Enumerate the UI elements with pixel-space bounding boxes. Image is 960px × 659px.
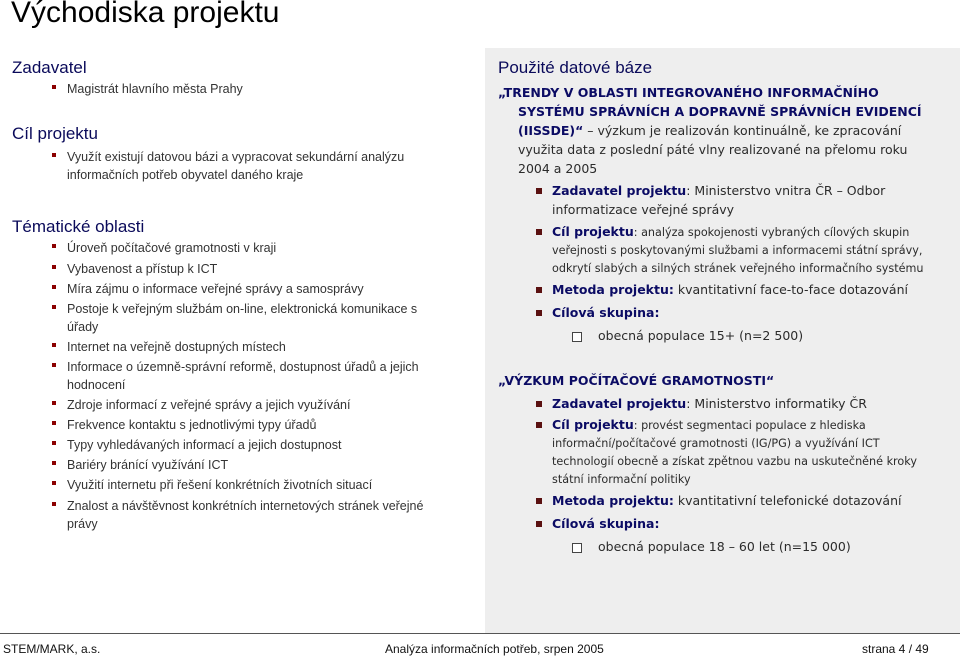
trendy-line3: [518, 121, 901, 140]
bullet-icon: [536, 422, 542, 428]
vyzkum-metoda: [552, 491, 901, 510]
bullet-icon: [536, 521, 542, 527]
cil-heading: Cíl projektu: [12, 124, 98, 143]
trendy-skupina-value: obecná populace 15+ (n=2 500): [598, 328, 804, 343]
trendy-desc-line3: – výzkum je realizován kontinuálně, ke zpracování: [583, 123, 902, 138]
oblast-item: Frekvence kontaktu s jednotlivými typy úřadů: [67, 418, 317, 432]
vyzkum-cil-cont: informační/počítačové gramotnosti (IG/PG) a využívání ICT: [552, 437, 880, 450]
bullet-icon: [536, 287, 542, 293]
oblast-item: Využití internetu při řešení konkrétních životních situací: [67, 478, 373, 492]
bullet-icon: [536, 229, 542, 235]
vyzkum-cil-cont: státní informační politiky: [552, 473, 691, 486]
oblast-item: Znalost a návštěvnost konkrétních internetových stránek veřejné: [67, 499, 424, 513]
oblast-item: Bariéry bránící využívání ICT: [67, 458, 229, 472]
vyzkum-skupina-label: Cílová skupina:: [552, 516, 660, 531]
trendy-title-line2: SYSTÉMU SPRÁVNÍCH A DOPRAVNĚ SPRÁVNÍCH EVIDENCÍ: [518, 104, 922, 119]
oblast-item: Typy vyhledávaných informací a jejich dostupnost: [67, 438, 342, 452]
trendy-cil-value: : analýza spokojenosti vybraných cílových skupin: [633, 226, 910, 239]
trendy-cil: [552, 222, 909, 242]
vyzkum-cil-cont: technologií obecně a získat zpětnou vazbu na uskutečněné kroky: [552, 455, 917, 468]
bullet-icon: [52, 363, 56, 367]
vyzkum-title: „VÝZKUM POČÍTAČOVÉ GRAMOTNOSTI“: [498, 373, 775, 388]
trendy-zadavatel-cont: informatizace veřejné správy: [552, 202, 735, 217]
bullet-icon: [52, 244, 56, 248]
cil-item-line2: informačních potřeb obyvatel daného kraje: [67, 168, 304, 182]
bullet-icon: [52, 305, 56, 309]
vyzkum-zadavatel: [552, 394, 867, 413]
trendy-cil-cont: odkrytí slabých a silných stránek veřejného informačního systému: [552, 262, 924, 275]
bullet-icon: [52, 441, 56, 445]
footer-company: STEM/MARK, a.s.: [3, 642, 101, 656]
footer-title: Analýza informačních potřeb, srpen 2005: [385, 642, 604, 656]
trendy-desc-line4: využita data z poslední páté vlny realizované na přelomu roku: [518, 142, 908, 157]
bullet-icon: [52, 265, 56, 269]
bullet-icon: [52, 401, 56, 405]
vyzkum-metoda-label: Metoda projektu:: [552, 493, 674, 508]
vyzkum-metoda-value: kvantitativní telefonické dotazování: [673, 493, 902, 508]
bullet-icon: [536, 188, 542, 194]
oblast-item: Míra zájmu o informace veřejné správy a samosprávy: [67, 282, 364, 296]
oblast-item: Internet na veřejně dostupných místech: [67, 340, 286, 354]
bullet-icon: [52, 285, 56, 289]
trendy-skupina-label: Cílová skupina:: [552, 305, 660, 320]
bullet-icon: [52, 502, 56, 506]
databaze-heading: Použité datové báze: [498, 58, 653, 77]
trendy-desc-line5: 2004 a 2005: [518, 161, 598, 176]
bullet-icon: [52, 343, 56, 347]
vyzkum-zadavatel-label: Zadavatel projektu: [552, 396, 687, 411]
trendy-metoda-value: kvantitativní face-to-face dotazování: [673, 282, 908, 297]
bullet-icon: [52, 421, 56, 425]
bullet-icon: [52, 153, 56, 157]
trendy-metoda: [552, 280, 908, 299]
checkbox-icon: [572, 543, 582, 553]
bullet-icon: [52, 481, 56, 485]
zadavatel-heading: Zadavatel: [12, 58, 87, 77]
trendy-zadavatel: [552, 181, 885, 200]
zadavatel-item: Magistrát hlavního města Prahy: [67, 82, 243, 96]
bullet-icon: [52, 461, 56, 465]
oblast-item: Vybavenost a přístup k ICT: [67, 262, 218, 276]
oblast-item: Úroveň počítačové gramotnosti v kraji: [67, 241, 277, 255]
bullet-icon: [536, 401, 542, 407]
oblast-item: Informace o územně-správní reformě, dostupnost úřadů a jejich: [67, 360, 419, 374]
oblast-item: Zdroje informací z veřejné správy a jejich využívání: [67, 398, 351, 412]
cil-item-line1: Využít existují datovou bázi a vypracovat sekundární analýzu: [67, 150, 405, 164]
vyzkum-skupina-value: obecná populace 18 – 60 let (n=15 000): [598, 539, 851, 554]
vyzkum-cil-value: : provést segmentaci populace z hlediska: [633, 419, 866, 432]
page-title: Východiska projektu: [11, 0, 280, 29]
trendy-zadavatel-value: : Ministerstvo vnitra ČR – Odbor: [686, 183, 886, 198]
oblast-item-cont: úřady: [67, 320, 99, 334]
oblasti-heading: Tématické oblasti: [12, 217, 145, 236]
bullet-icon: [536, 310, 542, 316]
trendy-metoda-label: Metoda projektu:: [552, 282, 674, 297]
trendy-zadavatel-label: Zadavatel projektu: [552, 183, 687, 198]
checkbox-icon: [572, 332, 582, 342]
trendy-cil-cont: veřejnosti s poskytovanými službami a informacemi státní správy,: [552, 244, 923, 257]
bullet-icon: [52, 85, 56, 89]
trendy-cil-label: Cíl projektu: [552, 224, 634, 239]
footer-divider: [0, 633, 960, 634]
oblast-item: Postoje k veřejným službám on-line, elektronická komunikace s: [67, 302, 418, 316]
vyzkum-cil-label: Cíl projektu: [552, 417, 634, 432]
footer-page: strana 4 / 49: [862, 642, 929, 656]
bullet-icon: [536, 498, 542, 504]
vyzkum-cil: [552, 415, 866, 435]
trendy-title-line3: (IISSDE)“: [518, 123, 584, 138]
trendy-title-line1: „TRENDY V OBLASTI INTEGROVANÉHO INFORMAČNÍHO: [498, 85, 879, 100]
oblast-item-cont: právy: [67, 517, 98, 531]
vyzkum-zadavatel-value: : Ministerstvo informatiky ČR: [686, 396, 867, 411]
oblast-item-cont: hodnocení: [67, 378, 126, 392]
